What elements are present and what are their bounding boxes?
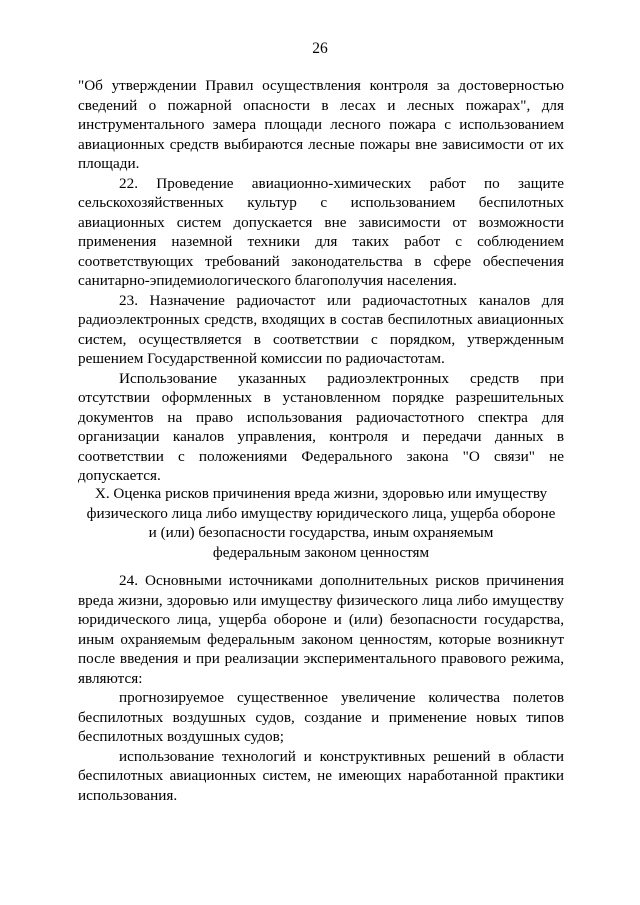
paragraph-24: 24. Основными источниками дополнительных рисков причинения вреда жизни, здоровью или имуществу физического лица либо имуществу юридического лица, ущерба обороне и (или) безопасности государства, иным охраняемым федеральным законом ценностям, которые возникнут после введения и при реализации экспериментального правового режима, являются:: [78, 572, 564, 687]
heading-line: федеральным законом ценностям: [212, 543, 430, 561]
document-body-bottom: [78, 571, 564, 805]
list-item-flights: прогнозируемое существенное увеличение количества полетов беспилотных воздушных судов, создание и применение новых типов беспилотных воздушных судов;: [78, 689, 564, 745]
paragraph-continuation: "Об утверждении Правил осуществления контроля за достоверностью сведений о пожарной опасности в лесах и лесных пожарах", для инструментального замера площади лесного пожара с использованием авиационных средств выбираются лесные пожары вне зависимости от их площади.: [78, 77, 564, 172]
heading-line: физического лица либо имуществу юридического лица, ущерба обороне: [86, 504, 556, 522]
section-heading: [78, 484, 564, 562]
list-item-technologies: использование технологий и конструктивных решений в области беспилотных авиационных систем, не имеющих наработанной практики использования.: [78, 747, 564, 804]
page-number: 26: [312, 40, 328, 57]
heading-line: X. Оценка рисков причинения вреда жизни, здоровью или имуществу: [94, 485, 548, 502]
paragraph-radio-usage: Использование указанных радиоэлектронных средств при отсутствии оформленных в установленном порядке разрешительных документов на право использования радиочастотного спектра для организации каналов управления, контроля и передачи данных в соответствии с положениями Федерального закона "О связи" не допускается.: [78, 369, 564, 484]
heading-line: и (или) безопасности государства, иным охраняемым: [148, 524, 494, 541]
paragraph-22: 22. Проведение авиационно-химических работ по защите сельскохозяйственных культур с использованием беспилотных авиационных систем допускается вне зависимости от возможности применения наземной техники для таких работ с соблюдением соответствующих требований законодательства в сфере обеспечения санитарно-эпидемиологического благополучия населения.: [78, 174, 564, 289]
document-body-top: [78, 76, 564, 486]
paragraph-23: 23. Назначение радиочастот или радиочастотных каналов для радиоэлектронных средств, входящих в состав беспилотных авиационных систем, осуществляется в соответствии с порядком, утвержденным решением Государственной комиссии по радиочастотам.: [78, 291, 564, 367]
